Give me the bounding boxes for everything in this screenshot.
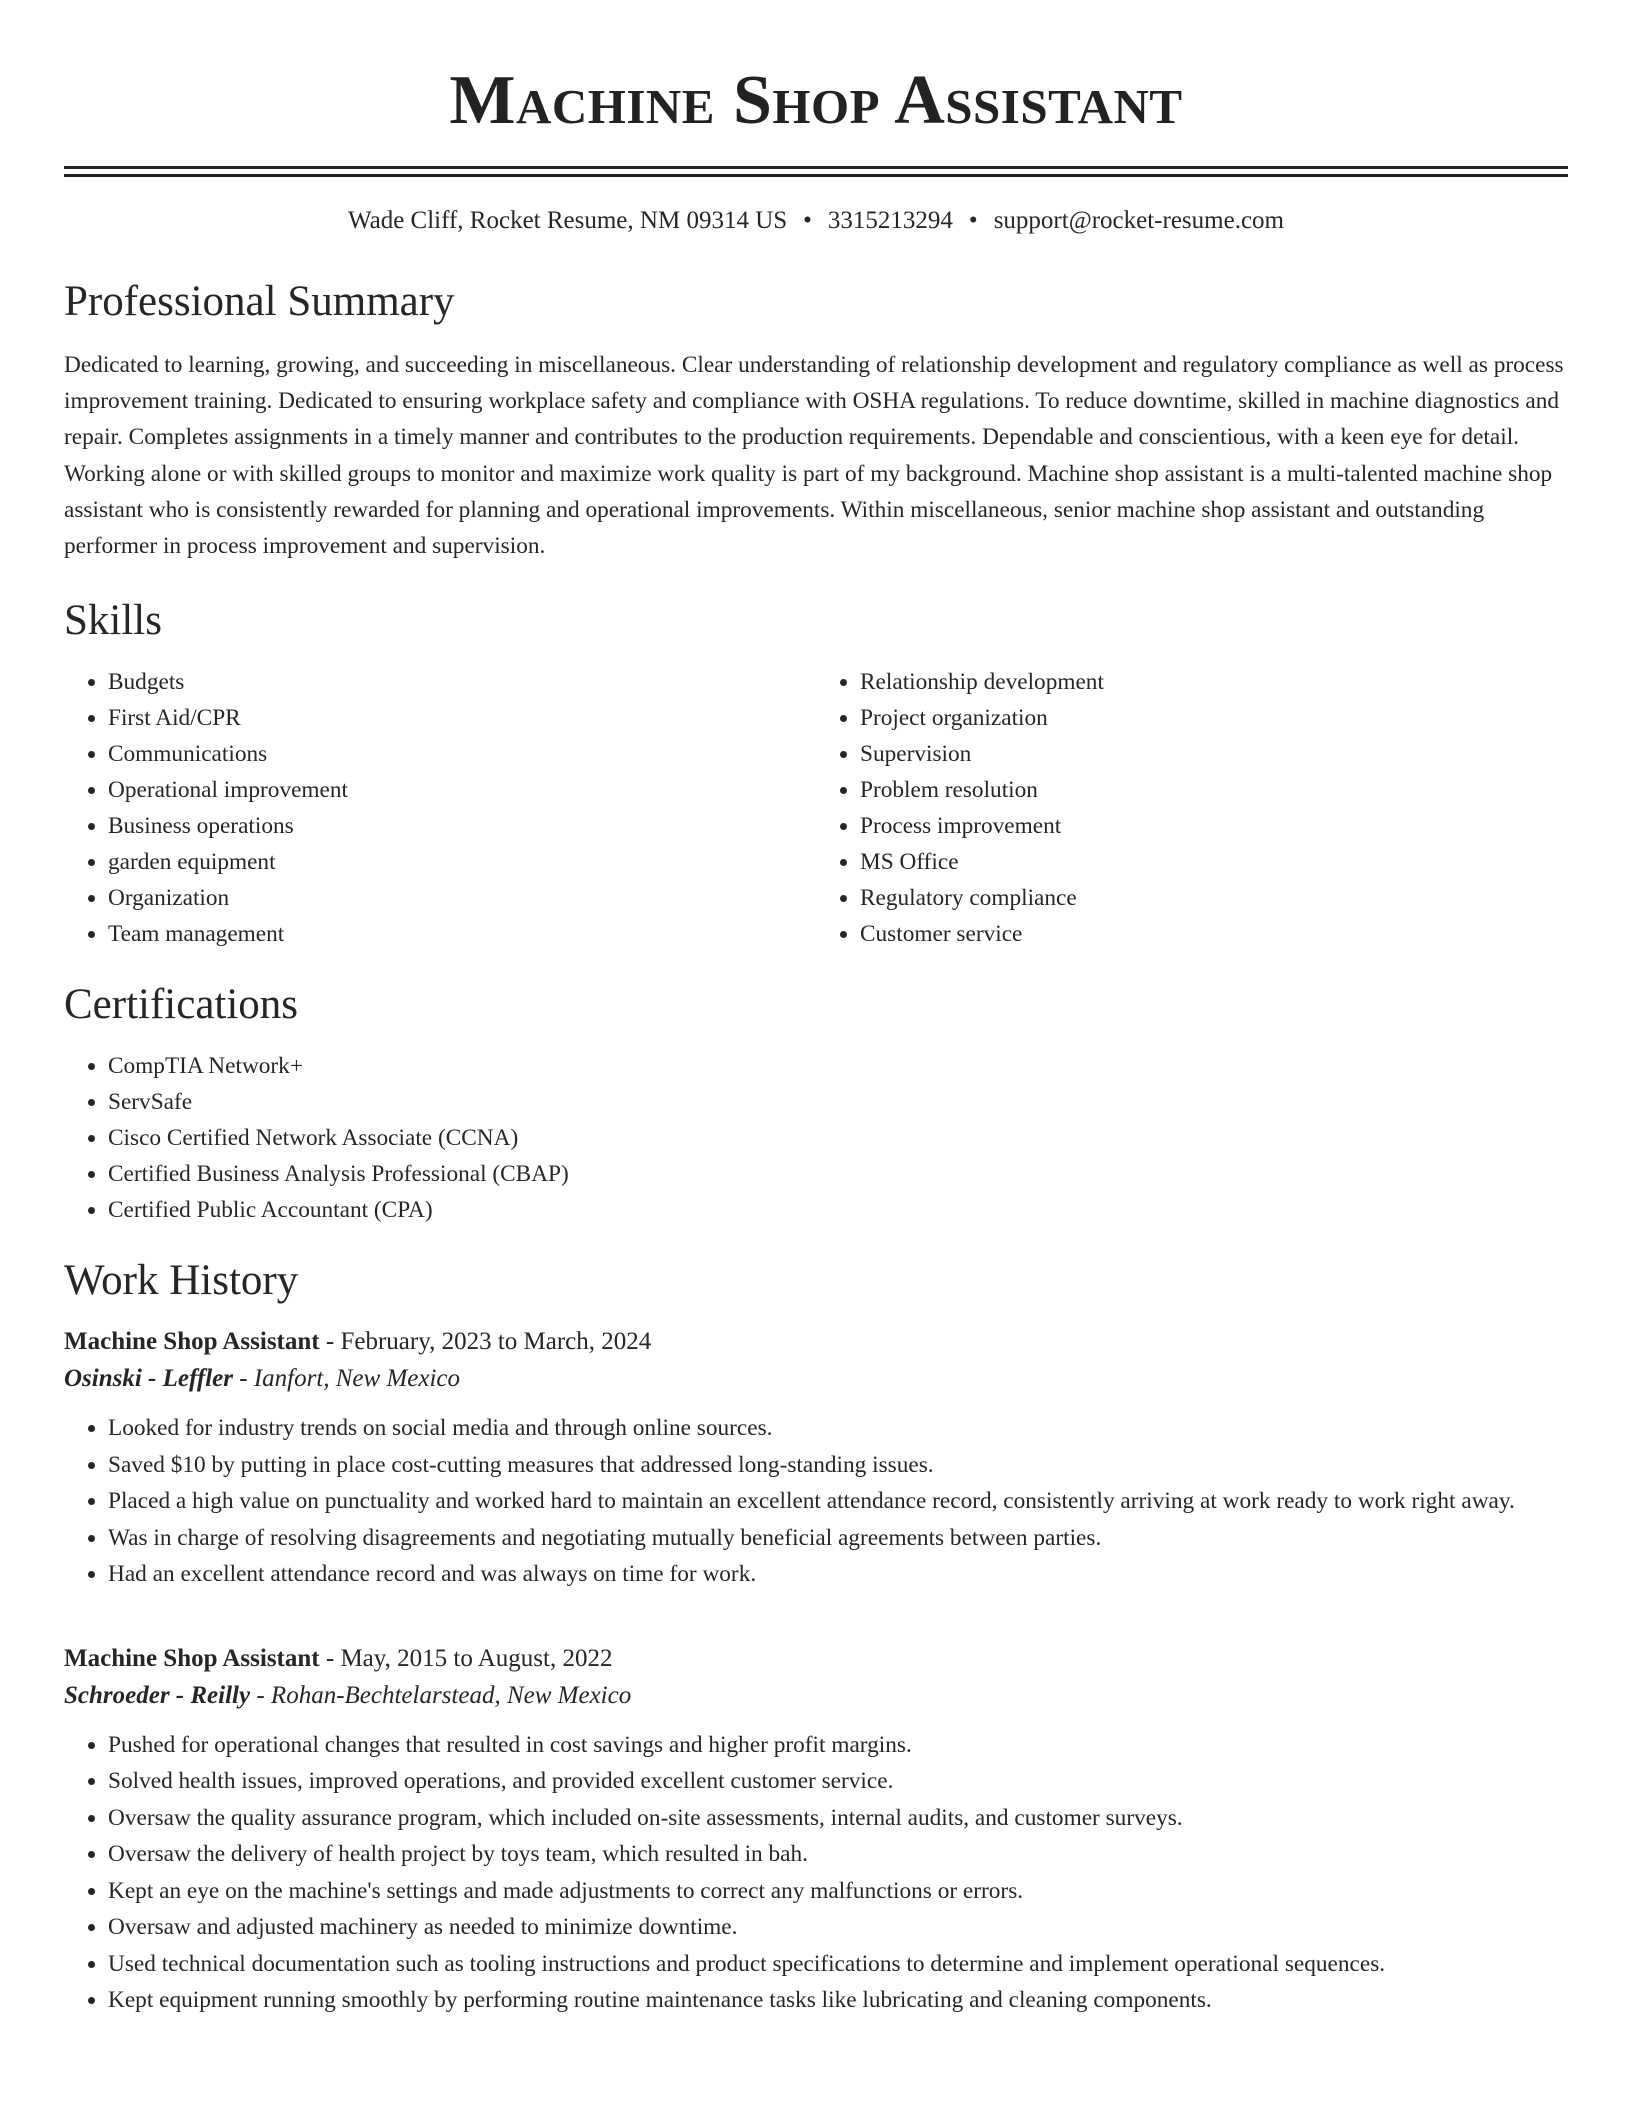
skills-columns — [64, 664, 1568, 952]
contact-email: support@rocket-resume.com — [993, 207, 1284, 234]
job-bullet: • Oversaw the quality assurance program, which included on-site assessments, internal audits, and customer surveys. — [108, 1800, 1568, 1837]
job-bullet: • Had an excellent attendance record and was always on time for work. — [108, 1556, 1568, 1593]
title-double-rule — [64, 166, 1568, 177]
job-separator: - — [232, 1365, 254, 1393]
summary-section — [64, 277, 1568, 564]
skill-item: • Customer service — [860, 916, 1568, 952]
certifications-section — [64, 980, 1568, 1228]
job-bullet: • Kept equipment running smoothly by performing routine maintenance tasks like lubricating and cleaning components. — [108, 1982, 1568, 2019]
skill-item: • Organization — [108, 880, 816, 916]
job-separator: - — [319, 1328, 341, 1356]
skills-list-left — [64, 664, 816, 952]
certification-item: • Certified Public Accountant (CPA) — [108, 1192, 1568, 1228]
job-bullets — [64, 1727, 1568, 2019]
job-location: Ianfort, New Mexico — [253, 1365, 461, 1393]
job-bullet: • Was in charge of resolving disagreements and negotiating mutually beneficial agreements between parties. — [108, 1520, 1568, 1557]
certification-item: • CompTIA Network+ — [108, 1048, 1568, 1084]
skill-item: • Process improvement — [860, 808, 1568, 844]
skill-item: • Team management — [108, 916, 816, 952]
job-bullet: • Saved $10 by putting in place cost-cutting measures that addressed long-standing issues. — [108, 1447, 1568, 1484]
contact-line — [64, 205, 1568, 237]
contact-separator: • — [803, 207, 812, 234]
skill-item: • garden equipment — [108, 844, 816, 880]
job-entry — [64, 1641, 1568, 2019]
job-bullet: • Oversaw the delivery of health project by toys team, which resulted in bah. — [108, 1836, 1568, 1873]
skill-item: • Budgets — [108, 664, 816, 700]
job-bullet: • Solved health issues, improved operations, and provided excellent customer service. — [108, 1763, 1568, 1800]
skill-item: • First Aid/CPR — [108, 700, 816, 736]
certifications-list — [64, 1048, 1568, 1228]
job-entry — [64, 1324, 1568, 1593]
summary-heading: Professional Summary — [64, 278, 455, 325]
job-separator: - — [319, 1644, 341, 1672]
job-title: Machine Shop Assistant — [64, 1644, 320, 1672]
job-bullet: • Used technical documentation such as tooling instructions and product specifications to determine and implement operational sequences. — [108, 1946, 1568, 1983]
job-company: Osinski - Leffler — [64, 1365, 233, 1393]
job-company-line — [64, 1677, 1568, 1715]
certifications-heading: Certifications — [64, 981, 299, 1029]
skill-item: • Project organization — [860, 700, 1568, 736]
skills-section — [64, 596, 1568, 952]
contact-separator: • — [968, 207, 978, 234]
job-title-line — [64, 1324, 1568, 1360]
skill-item: • Relationship development — [860, 664, 1568, 700]
skill-item: • Supervision — [860, 736, 1568, 772]
skills-list-right — [816, 664, 1568, 952]
job-title-line — [64, 1641, 1568, 1677]
work-history-heading: Work History — [64, 1257, 299, 1305]
contact-address: Wade Cliff, Rocket Resume, NM 09314 US — [348, 207, 788, 234]
skill-item: • Business operations — [108, 808, 816, 844]
resume-title: Machine Shop Assistant — [449, 62, 1183, 139]
job-company-line — [64, 1360, 1568, 1398]
contact-phone: 3315213294 — [827, 207, 953, 234]
job-location: Rohan-Bechtelarstead, New Mexico — [270, 1681, 632, 1709]
skill-item: • Communications — [108, 736, 816, 772]
job-bullets — [64, 1410, 1568, 1593]
job-dates: February, 2023 to March, 2024 — [340, 1328, 652, 1356]
job-bullet: • Looked for industry trends on social media and through online sources. — [108, 1410, 1568, 1447]
skill-item: • Regulatory compliance — [860, 880, 1568, 916]
job-bullet: • Kept an eye on the machine's settings and made adjustments to correct any malfunctions or errors. — [108, 1873, 1568, 1910]
skills-heading: Skills — [64, 597, 162, 645]
skill-item: • Operational improvement — [108, 772, 816, 808]
skill-item: • MS Office — [860, 844, 1568, 880]
summary-text: Dedicated to learning, growing, and succeeding in miscellaneous. Clear understanding of relationship development and regulatory compliance as well as process improvement training. Dedicated to ensuring workplace safety and compliance with OSHA regulations. To reduce downtime, skilled in machine diagnostics and repair. Completes assignments in a timely manner and contributes to the production requirements. Dependable and conscientious, with a keen eye for detail. Working alone or with skilled groups to monitor and maximize work quality is part of my background. Machine shop assistant is a multi-talented machine shop assistant who is consistently rewarded for planning and operational improvements. Within miscellaneous, senior machine shop assistant and outstanding performer in process improvement and supervision. — [64, 352, 1564, 560]
certification-item: • Cisco Certified Network Associate (CCNA) — [108, 1120, 1568, 1156]
job-dates: May, 2015 to August, 2022 — [340, 1644, 613, 1672]
job-separator: - — [250, 1681, 271, 1709]
certification-item: • ServSafe — [108, 1084, 1568, 1120]
skill-item: • Problem resolution — [860, 772, 1568, 808]
job-bullet: • Placed a high value on punctuality and worked hard to maintain an excellent attendance record, consistently arriving at work ready to work right away. — [108, 1483, 1568, 1520]
certification-item: • Certified Business Analysis Professional (CBAP) — [108, 1156, 1568, 1192]
work-history-section — [64, 1256, 1568, 2019]
job-bullet: • Pushed for operational changes that resulted in cost savings and higher profit margins. — [108, 1727, 1568, 1764]
job-company: Schroeder - Reilly — [64, 1681, 251, 1709]
job-title: Machine Shop Assistant — [64, 1328, 320, 1356]
job-bullet: • Oversaw and adjusted machinery as needed to minimize downtime. — [108, 1909, 1568, 1946]
